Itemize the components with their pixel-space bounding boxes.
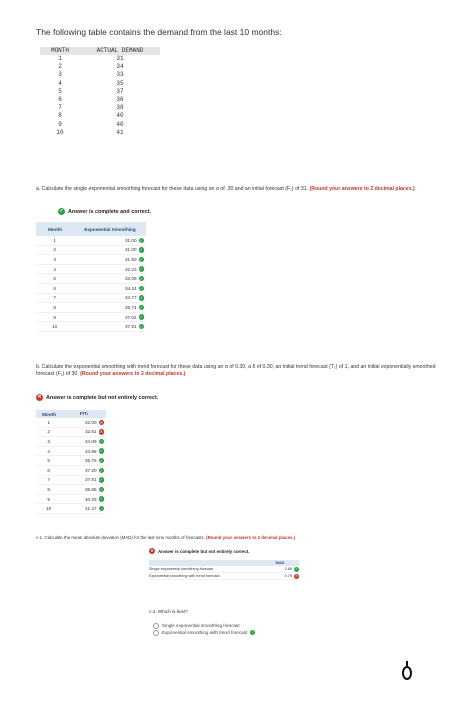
month-cell: 6 xyxy=(47,467,50,473)
fit-value: 38.86 xyxy=(85,486,97,492)
table-row xyxy=(36,322,146,332)
table-row xyxy=(36,255,146,265)
check-circle-icon: ✓ xyxy=(99,448,103,454)
x-circle-icon: ✕ xyxy=(99,429,103,435)
intro-text: The following table contains the demand from the last 10 months: xyxy=(36,27,282,37)
demand-cell: 31 xyxy=(116,55,124,62)
check-circle-icon: ✓ xyxy=(139,285,143,291)
table-row xyxy=(40,80,160,88)
demand-table-header xyxy=(40,47,160,55)
table-row xyxy=(40,88,160,96)
table-row xyxy=(36,504,106,514)
mad-value: 2.86 xyxy=(284,567,292,571)
month-cell: 1 xyxy=(47,419,50,425)
table-row xyxy=(36,246,146,256)
part-c1-question xyxy=(36,534,456,541)
demand-cell: 36 xyxy=(116,95,124,103)
forecast-cell xyxy=(73,324,146,330)
table-row xyxy=(36,236,146,246)
check-circle-icon: ✓ xyxy=(139,237,143,243)
month-cell: 6 xyxy=(53,285,56,291)
table-row xyxy=(36,456,106,466)
mad-table xyxy=(149,560,299,580)
mad-cell xyxy=(261,574,299,579)
check-circle-icon: ✓ xyxy=(139,323,143,329)
forecast-cell xyxy=(73,238,146,244)
check-circle-icon: ✓ xyxy=(99,467,103,473)
month-cell: 10 xyxy=(46,506,52,512)
month-cell: 6 xyxy=(58,95,62,103)
accent-o-glyph-icon xyxy=(402,666,412,680)
forecast-cell xyxy=(73,266,146,272)
method-label: Exponential smoothing with trend forecast xyxy=(149,574,220,578)
month-cell: 1 xyxy=(53,237,56,243)
forecast-value: 33.06 xyxy=(125,276,137,282)
forecast-value: 34.24 xyxy=(125,285,137,291)
table-row xyxy=(40,96,160,104)
demand-cell: 37 xyxy=(116,87,124,95)
check-circle-icon: ✓ xyxy=(99,438,103,444)
forecast-value: 31.00 xyxy=(125,237,137,243)
month-cell: 4 xyxy=(53,266,56,272)
part-c1-instruction: (Round your answers to 2 decimal places.) xyxy=(206,535,296,540)
forecast-value: 34.77 xyxy=(125,295,137,301)
part-c1-banner-text: Answer is complete but not entirely correct. xyxy=(158,548,250,554)
month-cell: 3 xyxy=(58,71,62,79)
mad-value: 0.79 xyxy=(284,574,292,578)
check-circle-icon: ✓ xyxy=(59,208,64,214)
x-circle-icon: ✕ xyxy=(37,394,42,400)
month-header: Month xyxy=(48,226,62,232)
table-row xyxy=(36,274,146,284)
part-a-instruction: (Round your answers to 2 decimal places.) xyxy=(309,186,415,192)
table-row xyxy=(149,573,299,580)
fit-value: 34.09 xyxy=(85,438,97,444)
part-b-table xyxy=(36,410,106,514)
fit-value: 32.00 xyxy=(85,419,97,425)
fit-value: 41.27 xyxy=(85,506,97,512)
table-row xyxy=(40,55,160,63)
forecast-value: 31.90 xyxy=(125,256,137,262)
fit-cell xyxy=(61,477,106,483)
table-row xyxy=(40,121,160,129)
actual-demand-header: ACTUAL DEMAND xyxy=(96,47,144,54)
table-row xyxy=(36,303,146,313)
x-circle-icon: ✕ xyxy=(295,573,298,578)
part-b-instruction: (Round your answers to 2 decimal places.) xyxy=(80,371,186,377)
part-b-question xyxy=(36,364,446,378)
forecast-cell xyxy=(73,257,146,263)
check-circle-icon: ✓ xyxy=(251,630,255,634)
x-circle-icon: ✕ xyxy=(99,419,103,425)
check-circle-icon: ✓ xyxy=(99,496,103,502)
part-a-table xyxy=(36,222,146,332)
month-cell: 8 xyxy=(47,486,50,492)
table-row xyxy=(36,447,106,457)
month-cell: 4 xyxy=(47,448,50,454)
forecast-cell xyxy=(73,286,146,292)
month-cell: 9 xyxy=(53,314,56,320)
fit-cell xyxy=(61,458,106,464)
table-row xyxy=(40,104,160,112)
table-row xyxy=(40,71,160,79)
check-circle-icon: ✓ xyxy=(139,266,143,272)
fit-value: 35.75 xyxy=(85,458,97,464)
month-cell: 9 xyxy=(47,496,50,502)
table-row xyxy=(40,63,160,71)
part-b-banner-text: Answer is complete but not entirely correct. xyxy=(46,394,159,401)
check-circle-icon: ✓ xyxy=(139,275,143,281)
table-row xyxy=(36,437,106,447)
part-a-table-header xyxy=(36,222,146,236)
check-circle-icon: ✓ xyxy=(139,295,143,301)
check-circle-icon: ✓ xyxy=(139,256,143,262)
month-cell: 7 xyxy=(58,104,62,112)
part-a-banner-text: Answer is complete and correct. xyxy=(68,208,151,215)
radio-button[interactable] xyxy=(153,630,159,636)
forecast-cell xyxy=(73,247,146,253)
month-cell: 3 xyxy=(47,438,50,444)
part-c1-banner xyxy=(149,548,250,554)
check-circle-icon: ✓ xyxy=(139,247,143,253)
table-row xyxy=(40,112,160,120)
table-row xyxy=(36,265,146,275)
fit-value: 37.81 xyxy=(85,477,97,483)
forecast-value: 32.23 xyxy=(125,266,137,272)
part-b-table-header xyxy=(36,410,106,418)
month-cell: 7 xyxy=(53,295,56,301)
radio-option[interactable] xyxy=(153,629,255,636)
part-a-question xyxy=(36,186,436,193)
month-cell: 1 xyxy=(58,55,62,62)
table-row xyxy=(36,418,106,428)
radio-label: Exponential smoothing with trend forecast xyxy=(162,630,248,635)
month-cell: 9 xyxy=(58,120,62,128)
demand-cell: 40 xyxy=(116,112,124,120)
month-cell: 2 xyxy=(58,63,62,71)
fit-value: 34.88 xyxy=(85,448,97,454)
mad-cell xyxy=(261,567,299,572)
demand-cell: 41 xyxy=(116,128,124,136)
table-row xyxy=(36,476,106,486)
month-cell: 10 xyxy=(56,128,64,136)
check-circle-icon: ✓ xyxy=(99,477,103,483)
table-row xyxy=(36,313,146,323)
month-cell: 5 xyxy=(58,87,62,95)
exponential-smoothing-header: Exponential Smoothing xyxy=(84,226,136,232)
part-c2-question: c-2. Which is best? xyxy=(149,609,188,614)
radio-button[interactable] xyxy=(153,623,159,629)
part-b-question-text: b. Calculate the exponential smoothing with trend forecast for these data using an α of 0.30, a δ of 0.30, an initial trend forecast (T₁) of 1, and an initial exponentially smoothed forecast (F₁) of 30. xyxy=(36,364,436,377)
fit-cell xyxy=(61,420,106,426)
part-a-question-text: a. Calculate the single exponential smoothing forecast for these data using an α of .30 and an initial forecast (F₁) of 31. xyxy=(36,186,309,192)
fit-cell xyxy=(61,468,106,474)
table-row xyxy=(36,466,106,476)
demand-table xyxy=(40,47,160,137)
month-cell: 2 xyxy=(53,247,56,253)
method-label: Single exponential smoothing forecast xyxy=(149,567,214,571)
table-row xyxy=(36,284,146,294)
table-row xyxy=(36,294,146,304)
radio-option[interactable] xyxy=(153,622,255,629)
month-cell: 8 xyxy=(58,112,62,120)
x-circle-icon: ✕ xyxy=(150,548,154,553)
demand-cell: 40 xyxy=(116,120,124,128)
fit-value: 40.29 xyxy=(85,496,97,502)
radio-label: Single exponential smoothing forecast xyxy=(162,623,240,628)
fit-value: 37.20 xyxy=(85,467,97,473)
fit-cell xyxy=(61,506,106,512)
forecast-cell xyxy=(73,295,146,301)
fit-cell xyxy=(61,496,106,502)
mad-header: MAD xyxy=(275,561,285,565)
month-cell: 8 xyxy=(53,304,56,310)
forecast-cell xyxy=(73,305,146,311)
table-row xyxy=(149,566,299,573)
fit-header: FITₜ xyxy=(79,411,89,416)
check-circle-icon: ✓ xyxy=(139,304,143,310)
month-cell: 5 xyxy=(47,458,50,464)
table-row xyxy=(36,495,106,505)
month-cell: 7 xyxy=(47,477,50,483)
month-cell: 2 xyxy=(47,429,50,435)
month-header: Month xyxy=(42,411,56,417)
table-row xyxy=(40,129,160,137)
check-circle-icon: ✓ xyxy=(99,457,103,463)
fit-cell xyxy=(61,429,106,435)
demand-cell: 38 xyxy=(116,104,124,112)
month-header: MONTH xyxy=(50,47,69,54)
fit-cell xyxy=(61,448,106,454)
month-cell: 5 xyxy=(53,276,56,282)
part-c1-question-text: c-1. Calculate the mean absolute deviation (MAD) for the last nine months of forecasts. xyxy=(36,535,205,540)
fit-value: 32.61 xyxy=(85,429,97,435)
demand-cell: 33 xyxy=(116,71,124,79)
check-circle-icon: ✓ xyxy=(99,505,103,511)
part-b-banner xyxy=(36,394,158,401)
demand-cell: 34 xyxy=(116,63,124,71)
month-cell: 3 xyxy=(53,256,56,262)
forecast-cell xyxy=(73,314,146,320)
check-circle-icon: ✓ xyxy=(139,314,143,320)
forecast-value: 31.00 xyxy=(125,247,137,253)
month-cell: 10 xyxy=(52,324,58,330)
forecast-value: 37.02 xyxy=(125,314,137,320)
part-c2-options xyxy=(153,622,255,636)
forecast-cell xyxy=(73,276,146,282)
fit-cell xyxy=(61,439,106,445)
check-circle-icon: ✓ xyxy=(99,486,103,492)
check-circle-icon: ✓ xyxy=(295,566,298,571)
month-cell: 4 xyxy=(58,79,62,87)
forecast-value: 35.74 xyxy=(125,304,137,310)
demand-cell: 35 xyxy=(116,79,124,87)
fit-cell xyxy=(61,487,106,493)
table-row xyxy=(36,428,106,438)
forecast-value: 37.91 xyxy=(125,324,137,330)
table-row xyxy=(36,485,106,495)
part-a-banner xyxy=(58,208,151,215)
